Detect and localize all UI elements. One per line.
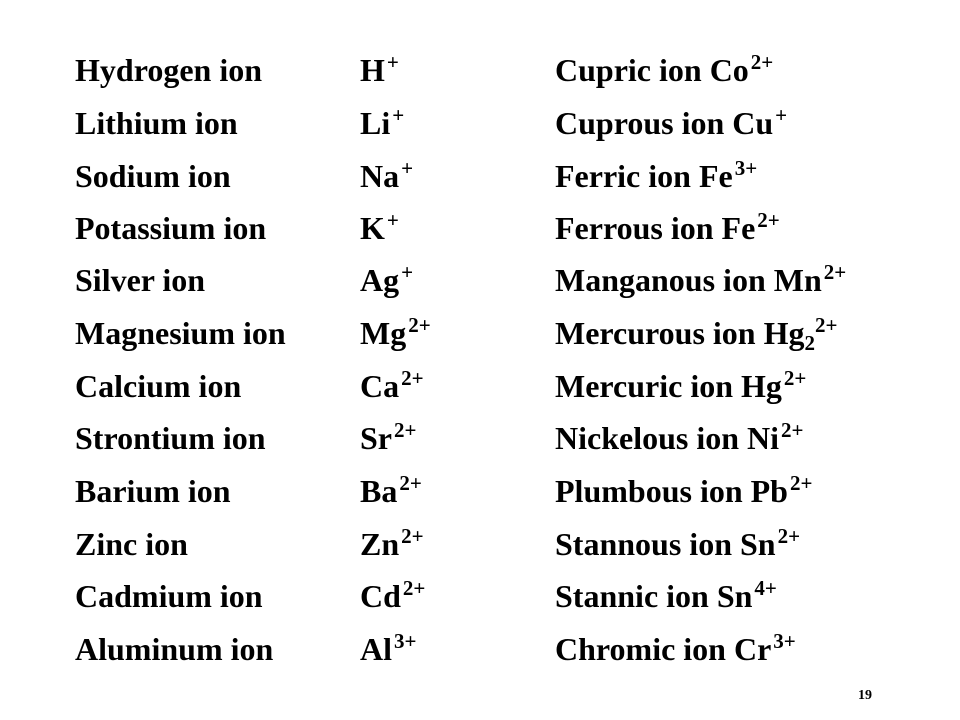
ion-charge: 2+ bbox=[399, 471, 422, 495]
ion-charge: 2+ bbox=[814, 313, 838, 337]
ion-formula bbox=[360, 46, 399, 94]
ion-entry bbox=[555, 362, 806, 410]
ion-formula bbox=[360, 309, 431, 357]
ion-charge: + bbox=[386, 208, 399, 232]
ion-charge: + bbox=[401, 156, 414, 180]
ion-symbol: Hg bbox=[763, 315, 805, 351]
ion-charge: + bbox=[775, 103, 788, 127]
ion-charge: 2+ bbox=[408, 313, 431, 337]
ion-charge: 2+ bbox=[823, 260, 847, 284]
ion-name: Ferric ion bbox=[555, 158, 691, 194]
ion-symbol: Cd bbox=[360, 578, 401, 614]
ion-entry bbox=[555, 467, 812, 515]
ion-entry bbox=[555, 572, 777, 620]
ion-entry bbox=[555, 204, 780, 252]
ion-row-3 bbox=[0, 152, 960, 200]
ion-name: Sodium ion bbox=[75, 158, 231, 194]
ion-symbol: Ba bbox=[360, 473, 398, 509]
ion-name: Mercuric ion bbox=[555, 368, 734, 404]
ion-charge: 2+ bbox=[401, 524, 424, 548]
ion-charge: 2+ bbox=[750, 50, 774, 74]
ion-charge: 3+ bbox=[394, 629, 417, 653]
ion-row-7 bbox=[0, 362, 960, 410]
ion-row-10 bbox=[0, 520, 960, 568]
ion-name: Magnesium ion bbox=[75, 315, 286, 351]
ion-name: Cupric ion bbox=[555, 52, 702, 88]
ion-symbol: Ni bbox=[747, 420, 780, 456]
ion-symbol: K bbox=[360, 210, 385, 246]
ion-formula bbox=[360, 520, 424, 568]
ion-charge: 2+ bbox=[777, 524, 801, 548]
ion-symbol: Sr bbox=[360, 420, 392, 456]
ion-symbol: Zn bbox=[360, 526, 400, 562]
ion-symbol: Ag bbox=[360, 262, 400, 298]
ion-name: Calcium ion bbox=[75, 368, 242, 404]
ion-row-12 bbox=[0, 625, 960, 673]
ion-symbol: Pb bbox=[750, 473, 788, 509]
ion-symbol: Cu bbox=[732, 105, 774, 141]
ion-symbol: Al bbox=[360, 631, 392, 667]
ion-charge: 2+ bbox=[783, 366, 807, 390]
ion-name: Zinc ion bbox=[75, 526, 188, 562]
ion-name: Manganous ion bbox=[555, 262, 766, 298]
ion-formula bbox=[360, 152, 413, 200]
ion-name: Barium ion bbox=[75, 473, 231, 509]
ion-name: Nickelous ion bbox=[555, 420, 740, 456]
ion-entry bbox=[555, 520, 800, 568]
ion-entry bbox=[555, 414, 804, 462]
ion-row-5 bbox=[0, 256, 960, 304]
ion-charge: 2+ bbox=[394, 418, 417, 442]
ion-symbol: Ca bbox=[360, 368, 400, 404]
ion-charge: 2+ bbox=[402, 576, 426, 600]
ion-symbol: H bbox=[360, 52, 385, 88]
ion-formula bbox=[360, 204, 399, 252]
ion-name: Strontium ion bbox=[75, 420, 266, 456]
page-number: 19 bbox=[858, 688, 872, 703]
ion-charge: + bbox=[386, 50, 399, 74]
ion-name: Mercurous ion bbox=[555, 315, 756, 351]
ion-name: Ferrous ion bbox=[555, 210, 714, 246]
ion-symbol: Sn bbox=[716, 578, 753, 614]
ion-charge: 2+ bbox=[781, 418, 804, 442]
ion-charge: 2+ bbox=[757, 208, 780, 232]
ion-row-8 bbox=[0, 414, 960, 462]
ion-row-9 bbox=[0, 467, 960, 515]
ion-row-2 bbox=[0, 99, 960, 147]
ion-symbol: Mn bbox=[773, 262, 822, 298]
ion-formula bbox=[360, 572, 425, 620]
ion-symbol: Cr bbox=[733, 631, 772, 667]
ion-formula bbox=[360, 414, 416, 462]
ion-name: Stannic ion bbox=[555, 578, 709, 614]
ion-formula bbox=[360, 625, 416, 673]
ion-name: Silver ion bbox=[75, 262, 206, 298]
ion-name: Cadmium ion bbox=[75, 578, 263, 614]
ion-charge: 4+ bbox=[754, 576, 777, 600]
ion-charge: + bbox=[392, 103, 405, 127]
ion-row-11 bbox=[0, 572, 960, 620]
ion-symbol: Fe bbox=[698, 158, 733, 194]
ion-entry bbox=[555, 256, 846, 304]
ion-charge: 2+ bbox=[789, 471, 813, 495]
ion-formula bbox=[360, 256, 413, 304]
ion-charge: 2+ bbox=[401, 366, 424, 390]
ion-row-1 bbox=[0, 46, 960, 94]
ion-symbol: Co bbox=[709, 52, 749, 88]
ion-symbol: Fe bbox=[721, 210, 756, 246]
ion-symbol: Mg bbox=[360, 315, 407, 351]
ion-row-6 bbox=[0, 309, 960, 357]
ion-charge: + bbox=[401, 260, 414, 284]
ion-formula bbox=[360, 467, 422, 515]
ion-charge: 3+ bbox=[773, 629, 796, 653]
ion-entry bbox=[555, 309, 837, 357]
ion-name: Cuprous ion bbox=[555, 105, 725, 141]
ion-name: Chromic ion bbox=[555, 631, 726, 667]
ion-entry bbox=[555, 625, 796, 673]
ion-symbol: Hg bbox=[741, 368, 782, 404]
ion-symbol: Na bbox=[360, 158, 400, 194]
ion-name: Hydrogen ion bbox=[75, 52, 262, 88]
ion-name: Aluminum ion bbox=[75, 631, 274, 667]
ion-name: Potassium ion bbox=[75, 210, 267, 246]
ion-name: Stannous ion bbox=[555, 526, 732, 562]
ion-formula bbox=[360, 99, 404, 147]
ion-name: Plumbous ion bbox=[555, 473, 743, 509]
ion-entry bbox=[555, 99, 787, 147]
ion-subscript: 2 bbox=[804, 331, 815, 355]
ion-row-4 bbox=[0, 204, 960, 252]
ion-entry bbox=[555, 46, 773, 94]
ion-symbol: Li bbox=[360, 105, 391, 141]
ion-name: Lithium ion bbox=[75, 105, 238, 141]
ion-symbol: Sn bbox=[739, 526, 776, 562]
ion-charge: 3+ bbox=[734, 156, 758, 180]
ion-entry bbox=[555, 152, 757, 200]
ion-formula bbox=[360, 362, 424, 410]
